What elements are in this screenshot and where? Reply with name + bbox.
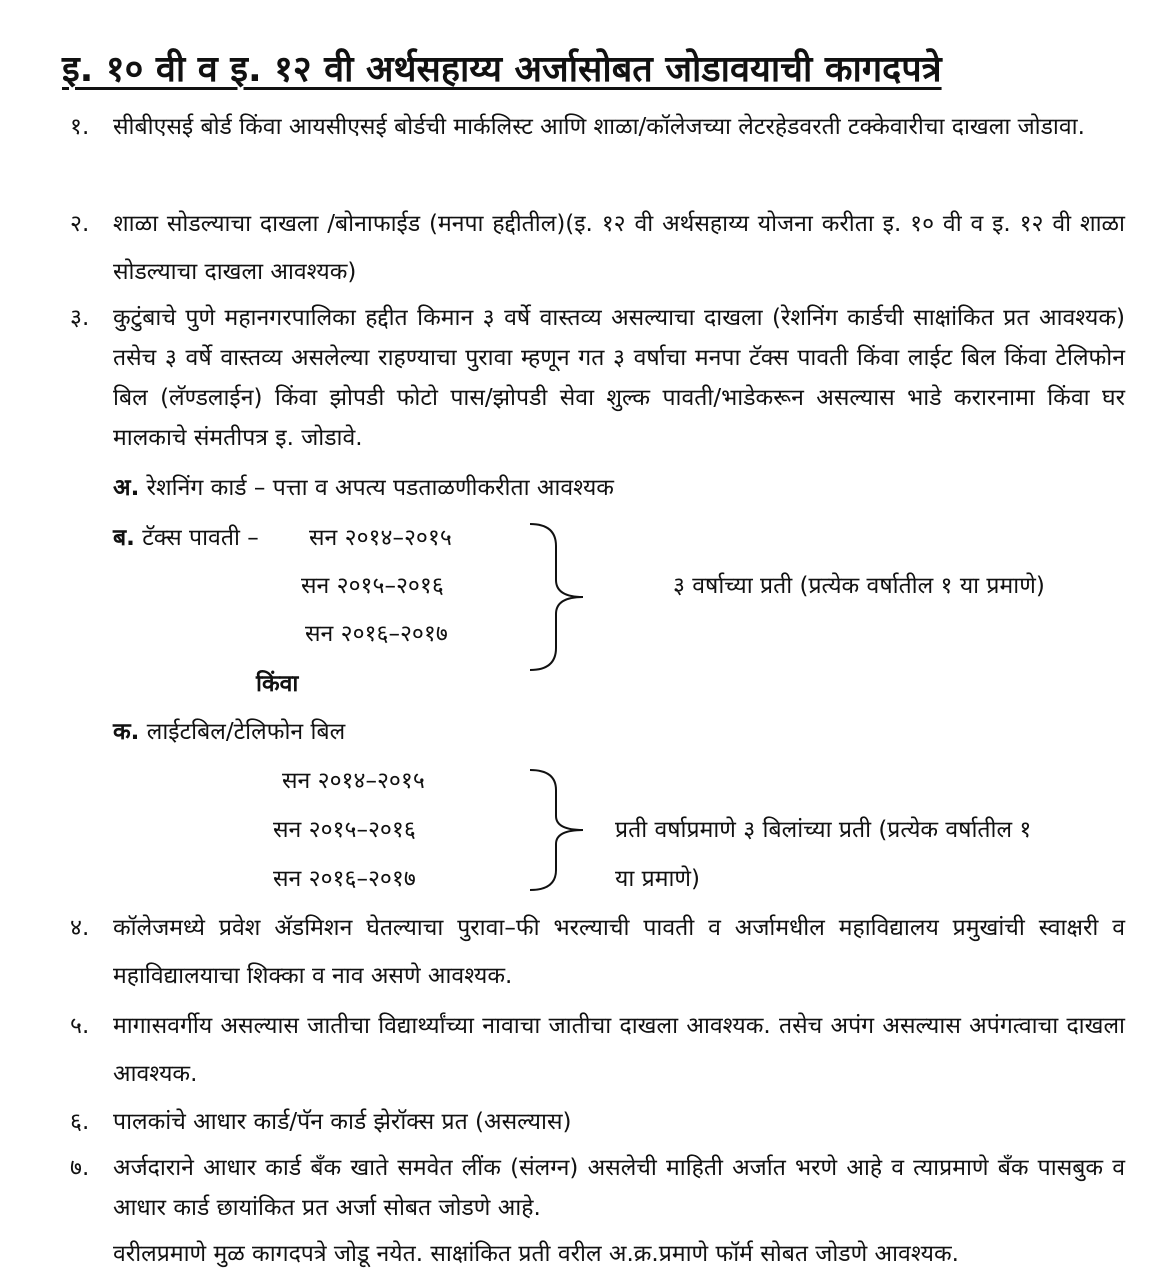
year-entry: सन २०१६–२०१७ — [305, 621, 448, 647]
item-number: ५. — [70, 1013, 90, 1039]
sub-item-b — [113, 518, 259, 558]
sub-item-a — [113, 468, 614, 508]
year-entry: सन २०१४–२०१५ — [282, 768, 425, 794]
item-number: २. — [70, 211, 90, 237]
sub-label: टॅक्स पावती – — [142, 525, 259, 551]
list-item-5 — [70, 1002, 1125, 1098]
item-text: कुटुंबाचे पुणे महानगरपालिका हद्दीत किमान ३ वर्षे वास्तव्य असल्याचा दाखला (रेशनिंग कार्डची साक्षांकित प्रत आवश्यक) तसेच ३ वर्षे वास्तव्य असलेल्या राहण्याचा पुरावा म्हणून गत ३ वर्षाचा मनपा टॅक्स पावती किंवा लाईट बिल किंवा टेलिफोन बिल (लॅण्डलाईन) किंवा झोपडी फोटो पास/झोपडी सेवा शुल्क पावती/भाडेकरून असल्यास भाडे करारनामा किंवा घर मालकाचे संमतीपत्र इ. जोडावे. — [113, 305, 1125, 451]
item-number: १. — [70, 114, 90, 140]
year-entry: सन २०१५–२०१६ — [301, 573, 444, 599]
sub-c-note-line1: प्रती वर्षाप्रमाणे ३ बिलांच्या प्रती (प्रत्येक वर्षातील १ — [615, 817, 1032, 843]
item-text: कॉलेजमध्ये प्रवेश ॲडमिशन घेतल्याचा पुरावा–फी भरल्याची पावती व अर्जामधील महाविद्यालय प्रमुखांची स्वाक्षरी व महाविद्यालयाचा शिक्का व नाव असणे आवश्यक. — [113, 915, 1125, 989]
item-text: अर्जदाराने आधार कार्ड बँक खाते समवेत लींक (संलग्न) असलेची माहिती अर्जात भरणे आहे व त्याप्रमाणे बँक पासबुक व आधार कार्ड छायांकित प्रत अर्जा सोबत जोडणे आहे. — [113, 1155, 1125, 1221]
sub-marker: ब. — [113, 525, 135, 551]
list-item-4 — [70, 904, 1125, 1000]
item-text: सीबीएसई बोर्ड किंवा आयसीएसई बोर्डची मार्कलिस्ट आणि शाळा/कॉलेजच्या लेटरहेडवरती टक्केवारीचा दाखला जोडावा. — [113, 114, 1085, 140]
list-item-2 — [70, 200, 1125, 296]
list-item-7 — [70, 1148, 1125, 1228]
right-brace-icon — [528, 768, 588, 892]
list-item-1 — [70, 103, 1125, 151]
sub-marker: अ. — [113, 475, 140, 501]
year-entry: सन २०१४–२०१५ — [309, 525, 452, 551]
sub-marker: क. — [113, 719, 140, 745]
item-number: ४. — [70, 915, 90, 941]
or-text: किंवा — [256, 671, 299, 697]
item-number: ६. — [70, 1109, 90, 1135]
list-item-6 — [70, 1098, 1125, 1146]
sub-b-note: ३ वर्षाच्या प्रती (प्रत्येक वर्षातील १ या प्रमाणे) — [673, 573, 1045, 599]
footer-note: वरीलप्रमाणे मुळ कागदपत्रे जोडू नयेत. साक्षांकित प्रती वरील अ.क्र.प्रमाणे फॉर्म सोबत जोडणे आवश्यक. — [113, 1241, 959, 1267]
list-item-3 — [70, 298, 1125, 458]
year-entry: सन २०१५–२०१६ — [273, 817, 416, 843]
year-entry: सन २०१६–२०१७ — [273, 866, 416, 892]
sub-c-note-line2: या प्रमाणे) — [615, 866, 701, 892]
item-text: मागासवर्गीय असल्यास जातीचा विद्यार्थ्यांच्या नावाचा जातीचा दाखला आवश्यक. तसेच अपंग असल्यास अपंगत्वाचा दाखला आवश्यक. — [113, 1013, 1125, 1087]
sub-text: रेशनिंग कार्ड – पत्ता व अपत्य पडताळणीकरीता आवश्यक — [146, 475, 614, 501]
page-title: इ. १० वी व इ. १२ वी अर्थसहाय्य अर्जासोबत जोडावयाची कागदपत्रे — [62, 49, 942, 90]
sub-label: लाईटबिल/टेलिफोन बिल — [146, 719, 346, 745]
item-text: पालकांचे आधार कार्ड/पॅन कार्ड झेरॉक्स प्रत (असल्यास) — [113, 1109, 572, 1135]
item-number: ३. — [70, 305, 90, 331]
sub-item-c — [113, 712, 345, 752]
item-number: ७. — [70, 1155, 90, 1181]
right-brace-icon — [528, 522, 588, 672]
item-text: शाळा सोडल्याचा दाखला /बोनाफाईड (मनपा हद्दीतील)(इ. १२ वी अर्थसहाय्य योजना करीता इ. १० वी व इ. १२ वी शाळा सोडल्याचा दाखला आवश्यक) — [113, 211, 1125, 285]
